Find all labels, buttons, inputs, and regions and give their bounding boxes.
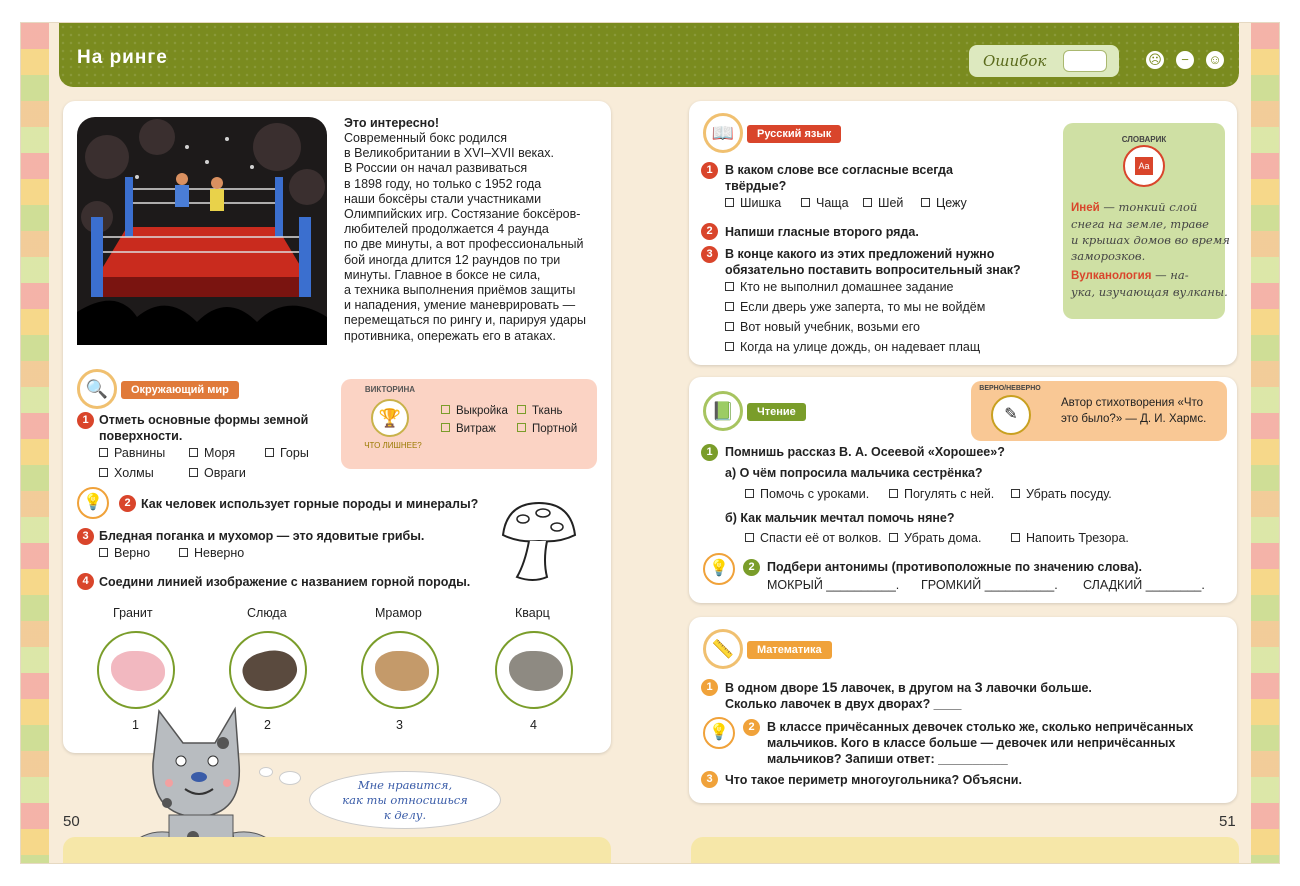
dictionary-entry-2: Вулканология — на- ука, изучающая вулканы. bbox=[1071, 268, 1228, 299]
interesting-line: а техника выполнения приёмов защиты bbox=[344, 283, 576, 298]
book-icon: 📖 bbox=[703, 113, 743, 153]
true-false-line: это было?» — Д. И. Хармс. bbox=[1061, 413, 1207, 425]
antonym-blank[interactable]: МОКРЫЙ __________. bbox=[767, 578, 900, 592]
interesting-line: бой иногда длится 12 раундов по три bbox=[344, 252, 561, 267]
interesting-line: наши боксёры стали участниками bbox=[344, 191, 542, 206]
world-q3-option[interactable]: Неверно bbox=[179, 546, 244, 560]
russian-q3-option[interactable]: Когда на улице дождь, он надевает плащ bbox=[725, 340, 980, 354]
interesting-line: Современный бокс родился bbox=[344, 131, 507, 145]
rock-number: 1 bbox=[132, 718, 139, 732]
math-q1-number: 1 bbox=[701, 679, 718, 696]
bottom-bar-left bbox=[63, 837, 611, 864]
interesting-line: по две минуты, а вот профессиональный bbox=[344, 237, 584, 252]
world-q2-text: Как человек использует горные породы и минералы? bbox=[141, 497, 479, 511]
reading-qa-option[interactable]: Убрать посуду. bbox=[1011, 487, 1112, 501]
russian-q2-text: Напиши гласные второго ряда. bbox=[725, 225, 919, 239]
thought-dot-medium bbox=[279, 771, 301, 785]
russian-q1-line2: твёрдые? bbox=[725, 179, 787, 193]
page-number-left: 50 bbox=[63, 813, 80, 830]
math-q2-number: 2 bbox=[743, 719, 760, 736]
true-false-line: Автор стихотворения «Что bbox=[1061, 397, 1204, 409]
tag-world: Окружающий мир bbox=[121, 381, 239, 399]
reading-book-icon: 📗 bbox=[703, 391, 743, 431]
rock-image-quartz-pink[interactable] bbox=[97, 631, 175, 709]
russian-q3-number: 3 bbox=[701, 246, 718, 263]
world-q3-option[interactable]: Верно bbox=[99, 546, 150, 560]
world-q2-number: 2 bbox=[119, 495, 136, 512]
errors-counter bbox=[969, 45, 1119, 77]
page-title: На ринге bbox=[77, 47, 168, 68]
math-q2-line2: мальчиков. Кого в классе больше — девочек или непричёсанных bbox=[767, 736, 1176, 750]
bubble-line: как ты относишься bbox=[342, 793, 468, 807]
reading-qb-option[interactable]: Убрать дома. bbox=[889, 531, 981, 545]
boxing-ring-illustration bbox=[77, 117, 327, 345]
world-q4-number: 4 bbox=[77, 573, 94, 590]
russian-q3-line1: В конце какого из этих предложений нужно bbox=[725, 247, 995, 261]
russian-q3-option[interactable]: Вот новый учебник, возьми его bbox=[725, 320, 920, 334]
mushroom-drawing bbox=[499, 499, 579, 583]
quiz-option[interactable]: Ткань bbox=[517, 405, 563, 417]
dictionary-box bbox=[1063, 123, 1230, 319]
tag-math: Математика bbox=[747, 641, 832, 659]
interesting-line: и нападения, умение маневрировать — bbox=[344, 298, 576, 313]
antonym-blank[interactable]: ГРОМКИЙ __________. bbox=[921, 578, 1058, 592]
rock-image-granite[interactable] bbox=[495, 631, 573, 709]
rock-number: 2 bbox=[264, 718, 271, 732]
interesting-line: В России он начал развиваться bbox=[344, 161, 528, 176]
reading-qa-option[interactable]: Погулять с ней. bbox=[889, 487, 994, 501]
dictionary-label: СЛОВАРИК bbox=[1121, 135, 1167, 144]
quiz-option[interactable]: Выкройка bbox=[441, 405, 508, 417]
quiz-option[interactable]: Витраж bbox=[441, 423, 496, 435]
trophy-icon: 🏆 bbox=[371, 399, 409, 437]
sad-face-icon[interactable]: ☹ bbox=[1144, 49, 1166, 71]
math-q2-line3: мальчиков? Запиши ответ: __________ bbox=[767, 752, 1008, 766]
bubble-line: к делу. bbox=[383, 808, 427, 822]
rock-name: Слюда bbox=[247, 606, 287, 620]
world-q1-line1: Отметь основные формы земной bbox=[99, 413, 309, 427]
rock-image-marble[interactable] bbox=[361, 631, 439, 709]
math-q3-text: Что такое периметр многоугольника? Объясни. bbox=[725, 773, 1022, 787]
quiz-box bbox=[341, 379, 597, 469]
reading-qb-option[interactable]: Напоить Трезора. bbox=[1011, 531, 1129, 545]
reading-card bbox=[689, 377, 1237, 603]
interesting-text bbox=[344, 131, 586, 344]
rock-image-mica[interactable] bbox=[229, 631, 307, 709]
interesting-line: в 1898 году, но только с 1952 года bbox=[344, 176, 542, 191]
math-q3-number: 3 bbox=[701, 771, 718, 788]
russian-q1-option[interactable]: Шей bbox=[863, 196, 903, 210]
ruler-icon: 📏 bbox=[703, 629, 743, 669]
russian-q3-line2: обязательно поставить вопросительный знак? bbox=[725, 263, 1021, 277]
russian-q1-number: 1 bbox=[701, 162, 718, 179]
russian-q3-option[interactable]: Кто не выполнил домашнее задание bbox=[725, 280, 954, 294]
world-q1-option[interactable]: Моря bbox=[189, 446, 235, 460]
math-q1-line2: Сколько лавочек в двух дворах? ____ bbox=[725, 697, 962, 711]
dictionary-icon: Аа bbox=[1123, 145, 1165, 187]
tag-reading: Чтение bbox=[747, 403, 806, 421]
world-q3-number: 3 bbox=[77, 528, 94, 545]
math-q1-line1: В одном дворе 15 лавочек, в другом на 3 лавочки больше. bbox=[725, 679, 1092, 695]
antonym-blank[interactable]: СЛАДКИЙ ________. bbox=[1083, 578, 1205, 592]
reading-qb-text: б) Как мальчик мечтал помочь няне? bbox=[725, 511, 955, 525]
world-q1-option[interactable]: Горы bbox=[265, 446, 309, 460]
math-q2-line1: В классе причёсанных девочек столько же, сколько непричёсанных bbox=[767, 720, 1194, 734]
interesting-line: перемещаться по рингу и, парируя удары bbox=[344, 313, 586, 328]
russian-q3-option[interactable]: Если дверь уже заперта, то мы не войдём bbox=[725, 300, 985, 314]
book-spread bbox=[20, 22, 1280, 864]
tag-russian: Русский язык bbox=[747, 125, 841, 143]
quiz-label: ВИКТОРИНА bbox=[364, 385, 416, 394]
neutral-face-icon[interactable]: − bbox=[1174, 49, 1196, 71]
quiz-option[interactable]: Портной bbox=[517, 423, 577, 435]
checklist-icon: ✎ bbox=[991, 395, 1031, 435]
world-q1-option[interactable]: Холмы bbox=[99, 466, 154, 480]
russian-q1-option[interactable]: Шишка bbox=[725, 196, 781, 210]
true-false-label: ВЕРНО/НЕВЕРНО bbox=[979, 385, 1041, 392]
rock-name: Кварц bbox=[515, 606, 550, 620]
reading-qb-option[interactable]: Спасти её от волков. bbox=[745, 531, 882, 545]
bottom-bar-right bbox=[691, 837, 1239, 864]
reading-q1-text: Помнишь рассказ В. А. Осеевой «Хорошее»? bbox=[725, 445, 1005, 459]
rock-name: Гранит bbox=[113, 606, 153, 620]
world-q1-number: 1 bbox=[77, 412, 94, 429]
interesting-line: минуты. Главное в боксе не сила, bbox=[344, 267, 541, 282]
reading-q1-number: 1 bbox=[701, 444, 718, 461]
russian-card bbox=[689, 101, 1237, 365]
interesting-title: Это интересно! bbox=[344, 116, 439, 130]
happy-face-icon[interactable]: ☺ bbox=[1204, 49, 1226, 71]
world-q3-text: Бледная поганка и мухомор — это ядовитые грибы. bbox=[99, 529, 425, 543]
russian-q1-option[interactable]: Цежу bbox=[921, 196, 967, 210]
interesting-line: любителей продолжается 4 раунда bbox=[344, 222, 549, 237]
lightbulb-icon: 💡 bbox=[703, 553, 735, 585]
world-q1-option[interactable]: Равнины bbox=[99, 446, 165, 460]
world-q1-line2: поверхности. bbox=[99, 429, 183, 443]
rock-number: 3 bbox=[396, 718, 403, 732]
interesting-line: в Великобритании в XVI–XVII веках. bbox=[344, 146, 554, 161]
reading-q2-text: Подбери антонимы (противоположные по значению слова). bbox=[767, 560, 1142, 574]
errors-input[interactable] bbox=[1063, 50, 1107, 72]
quiz-sublabel: ЧТО ЛИШНЕЕ? bbox=[364, 441, 422, 450]
interesting-line: Олимпийских игр. Состязание боксёров- bbox=[344, 207, 581, 222]
left-main-card bbox=[63, 101, 611, 753]
true-false-box bbox=[971, 381, 1227, 441]
dictionary-entry-1: Иней — тонкий слой снега на земле, траве и крышах домов во время заморозков. bbox=[1071, 200, 1230, 263]
world-q1-option[interactable]: Овраги bbox=[189, 466, 246, 480]
russian-q2-number: 2 bbox=[701, 223, 718, 240]
errors-label: Ошибок bbox=[983, 52, 1047, 70]
right-stripe-border bbox=[1251, 23, 1279, 864]
reading-qa-option[interactable]: Помочь с уроками. bbox=[745, 487, 869, 501]
left-stripe-border bbox=[21, 23, 49, 864]
interesting-line: противника, опережать его в атаках. bbox=[344, 328, 556, 343]
rock-name: Мрамор bbox=[375, 606, 422, 620]
world-q4-text: Соедини линией изображение с названием горной породы. bbox=[99, 575, 471, 589]
reading-qa-text: а) О чём попросила мальчика сестрёнка? bbox=[725, 466, 983, 480]
reading-q2-number: 2 bbox=[743, 559, 760, 576]
rock-number: 4 bbox=[530, 718, 537, 732]
lightbulb-icon: 💡 bbox=[77, 487, 109, 519]
lightbulb-icon: 💡 bbox=[703, 717, 735, 749]
thought-dot-small bbox=[259, 767, 273, 777]
math-card bbox=[689, 617, 1237, 803]
page-header bbox=[59, 23, 1239, 87]
russian-q1-line1: В каком слове все согласные всегда bbox=[725, 163, 953, 177]
page-number-right: 51 bbox=[1219, 813, 1236, 830]
magnifier-icon: 🔍 bbox=[77, 369, 117, 409]
russian-q1-option[interactable]: Чаща bbox=[801, 196, 849, 210]
bubble-line: Мне нравится, bbox=[357, 778, 453, 792]
cat-speech-bubble bbox=[309, 771, 501, 829]
